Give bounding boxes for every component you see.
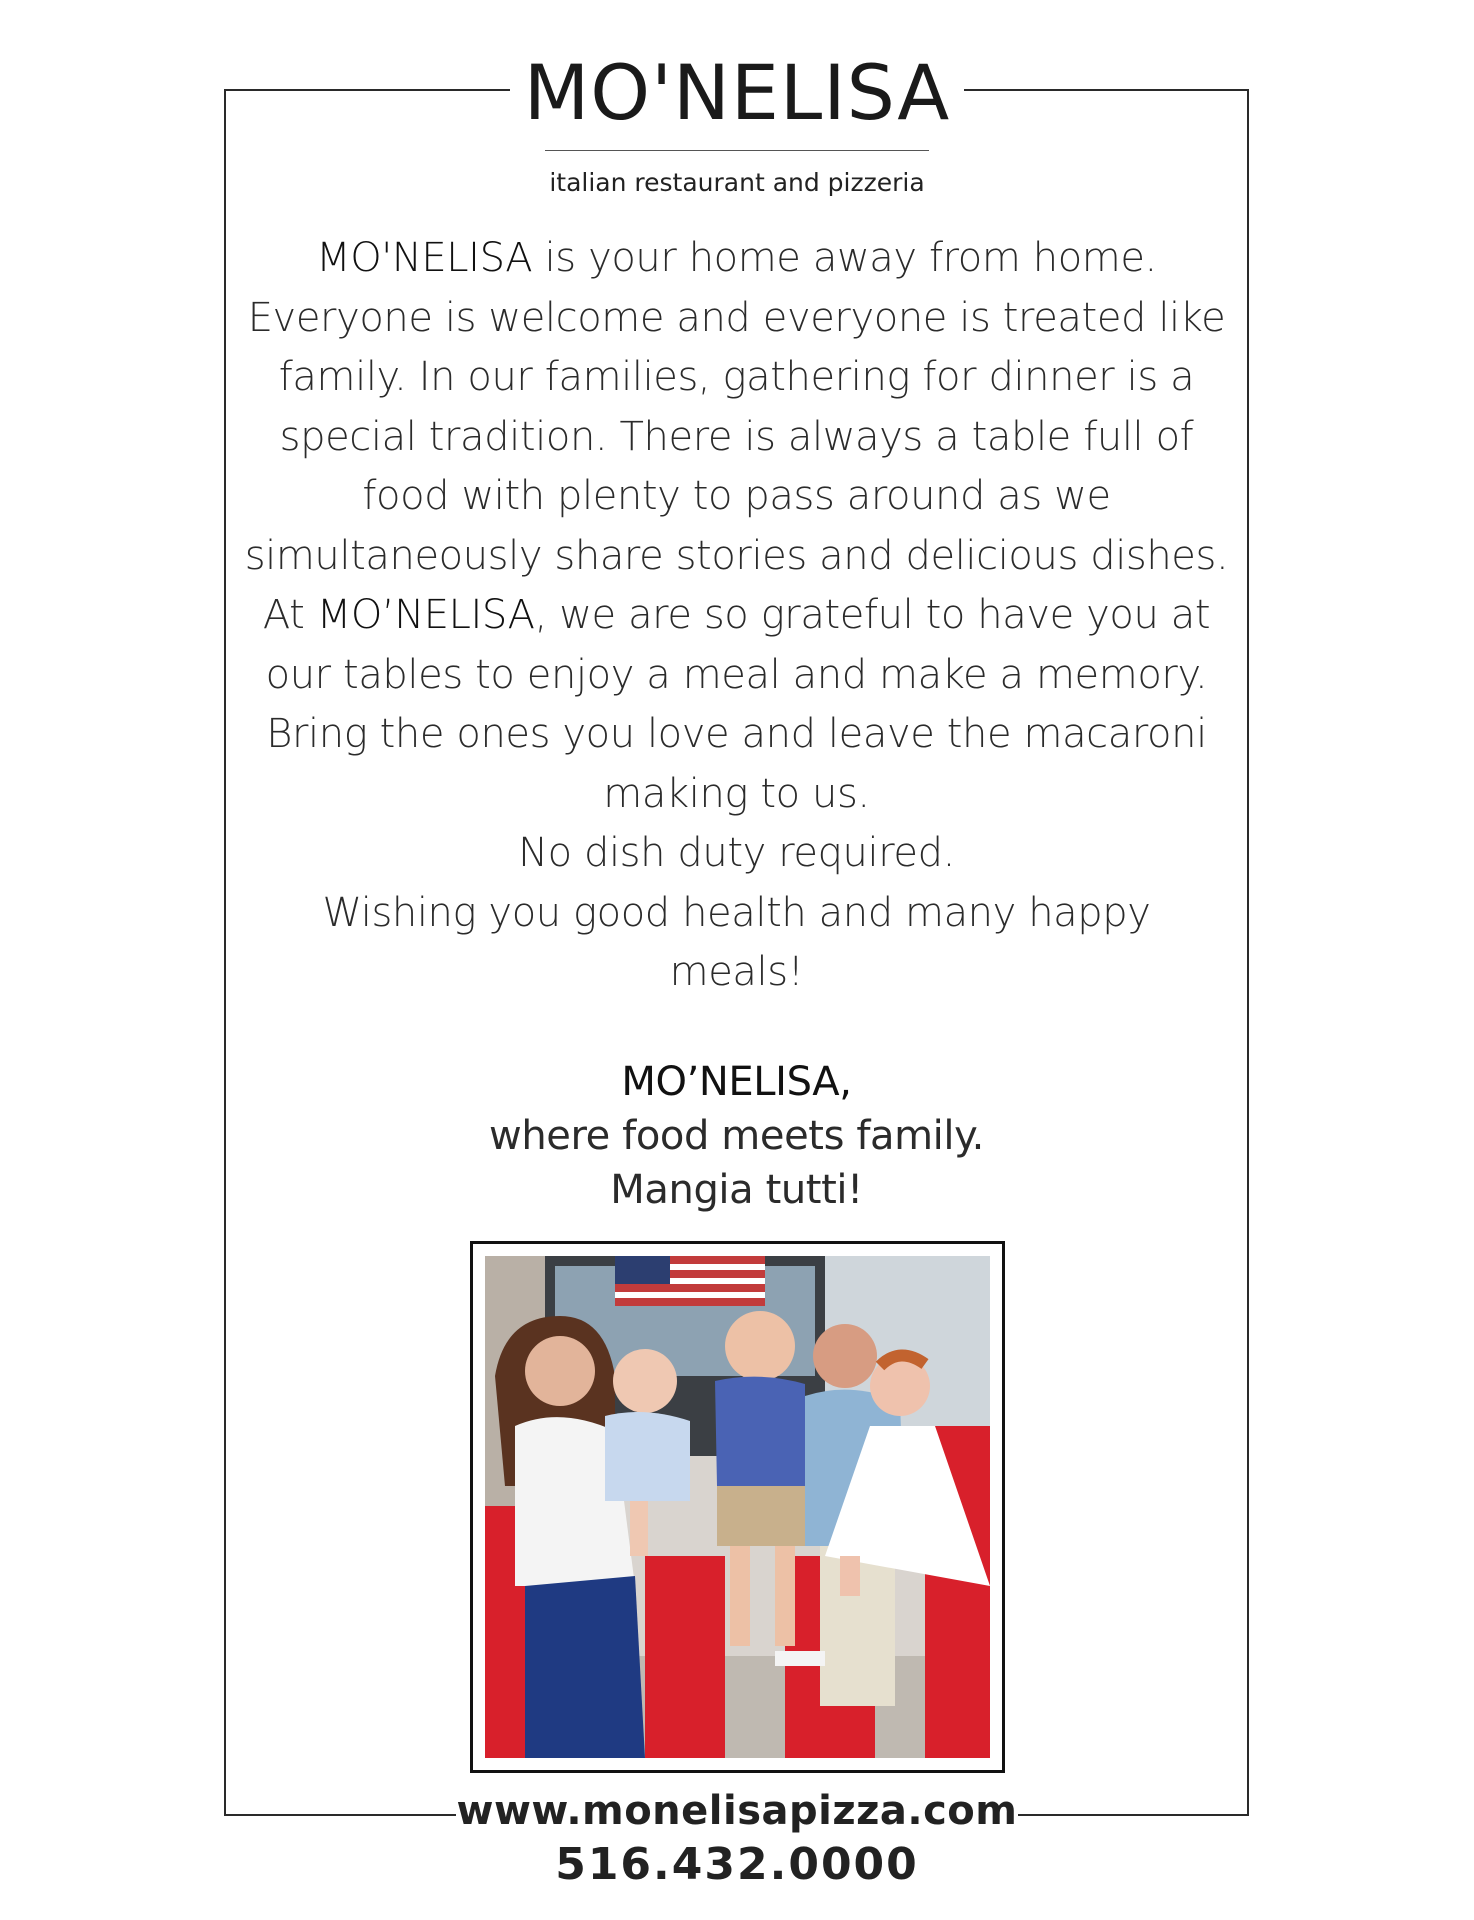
family-photo xyxy=(485,1256,990,1758)
brand-name: MO'NELISA xyxy=(316,235,533,281)
no-dish-line: No dish duty required. xyxy=(518,830,955,876)
signoff-block xyxy=(244,1055,1229,1217)
brand-name: MO’NELISA xyxy=(316,592,535,638)
restaurant-logo xyxy=(515,48,959,199)
signoff-brand: MO’NELISA, xyxy=(621,1059,852,1105)
phone-number[interactable]: 516.432.0000 xyxy=(555,1839,919,1890)
wishing-line: Wishing you good health and many happy meals! xyxy=(322,889,1151,995)
signoff-closing: Mangia tutti! xyxy=(610,1167,863,1213)
logo-wordmark: MO'NELISA xyxy=(523,48,951,137)
family-photo-frame xyxy=(470,1241,1005,1773)
logo-tagline: italian restaurant and pizzeria xyxy=(549,168,925,197)
logo-divider xyxy=(545,150,929,151)
welcome-paragraph-part-2: , we are so grateful to have you at our tables to enjoy a meal and make a memory. Bring the ones you love and leave the macaroni making to us. xyxy=(265,592,1211,817)
welcome-message xyxy=(244,229,1229,1003)
signoff-slogan: where food meets family. xyxy=(489,1113,984,1159)
welcome-paragraph-part-1: is your home away from home. Everyone is welcome and everyone is treated like family. In our families, gathering for dinner is a special tradition. There is always a table full of food with plenty to pass around as we simultaneously share stories and delicious dishes. At xyxy=(244,235,1229,638)
website-url[interactable]: www.monelisapizza.com xyxy=(456,1788,1018,1834)
